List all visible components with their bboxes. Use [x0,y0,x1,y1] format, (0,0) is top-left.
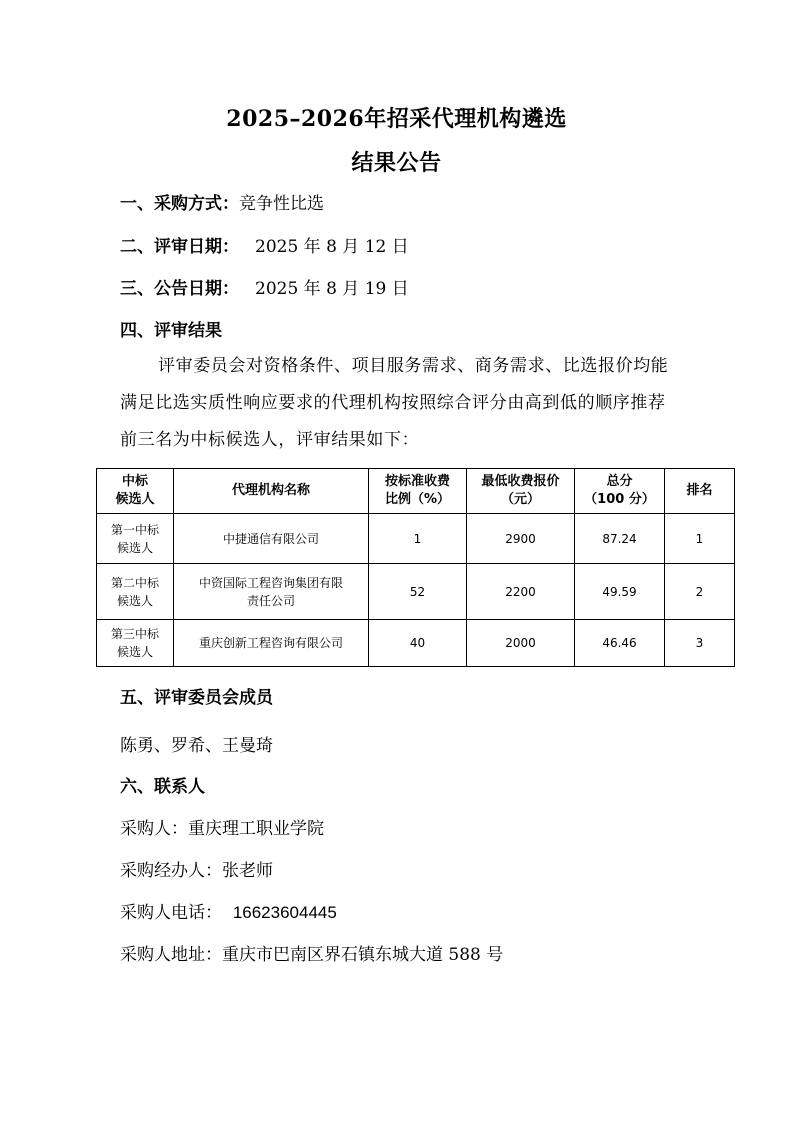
address-line: 采购人地址：重庆市巴南区界石镇东城大道 588 号 [120,945,504,965]
phone-line [120,898,337,923]
cell-candidate: 第一中标 候选人 [97,514,174,564]
committee-members: 陈勇、罗希、王曼琦 [120,736,273,756]
page-subtitle: 结果公告 [351,150,442,176]
cell-candidate: 第三中标 候选人 [97,620,174,667]
committee-heading: 五、评审委员会成员 [120,688,273,708]
page-title: 2025–2026年招采代理机构遴选 [226,106,567,132]
procurement-method-line [120,189,324,214]
cell-fee-ratio: 40 [369,620,467,667]
announcement-date-line [120,274,409,299]
announcement-date-value: 2025 年 8 月 19 日 [255,279,409,299]
cell-total-score: 46.46 [575,620,665,667]
result-table [96,468,735,667]
header-rank: 排名 [665,469,735,514]
cell-total-score: 87.24 [575,514,665,564]
cell-agency-name: 中捷通信有限公司 [174,514,369,564]
header-total-score: 总分 （100 分） [575,469,665,514]
cell-candidate: 第二中标 候选人 [97,564,174,620]
cell-agency-name: 中资国际工程咨询集团有限 责任公司 [174,564,369,620]
handler-line: 采购经办人：张老师 [120,861,273,881]
procurement-method-value: 竞争性比选 [239,194,324,214]
cell-agency-name: 重庆创新工程咨询有限公司 [174,620,369,667]
review-date-value: 2025 年 8 月 12 日 [255,237,409,257]
table-row [97,514,735,564]
header-fee-ratio: 按标准收费 比例（%） [369,469,467,514]
review-result-paragraph: 评审委员会对资格条件、项目服务需求、商务需求、比选报价均能满足比选实质性响应要求的代理机构按照综合评分由高到低的顺序推荐前三名为中标候选人，评审结果如下： [120,356,669,450]
review-result-heading: 四、评审结果 [120,321,222,341]
table-row [97,620,735,667]
purchaser-line: 采购人：重庆理工职业学院 [120,819,324,839]
cell-min-quote: 2900 [467,514,575,564]
phone-label: 采购人电话： [120,903,222,923]
review-date-label: 二、评审日期： [120,237,239,257]
cell-min-quote: 2000 [467,620,575,667]
cell-rank: 2 [665,564,735,620]
table-row [97,564,735,620]
header-candidate: 中标 候选人 [97,469,174,514]
header-agency-name: 代理机构名称 [174,469,369,514]
cell-fee-ratio: 52 [369,564,467,620]
review-date-line [120,232,409,257]
phone-value: 16623604445 [232,903,337,922]
cell-total-score: 49.59 [575,564,665,620]
announcement-date-label: 三、公告日期： [120,279,239,299]
table-header-row [97,469,735,514]
procurement-method-label: 一、采购方式： [120,194,239,214]
header-min-quote: 最低收费报价 （元） [467,469,575,514]
contact-heading: 六、联系人 [120,777,205,797]
cell-min-quote: 2200 [467,564,575,620]
cell-rank: 1 [665,514,735,564]
cell-fee-ratio: 1 [369,514,467,564]
cell-rank: 3 [665,620,735,667]
